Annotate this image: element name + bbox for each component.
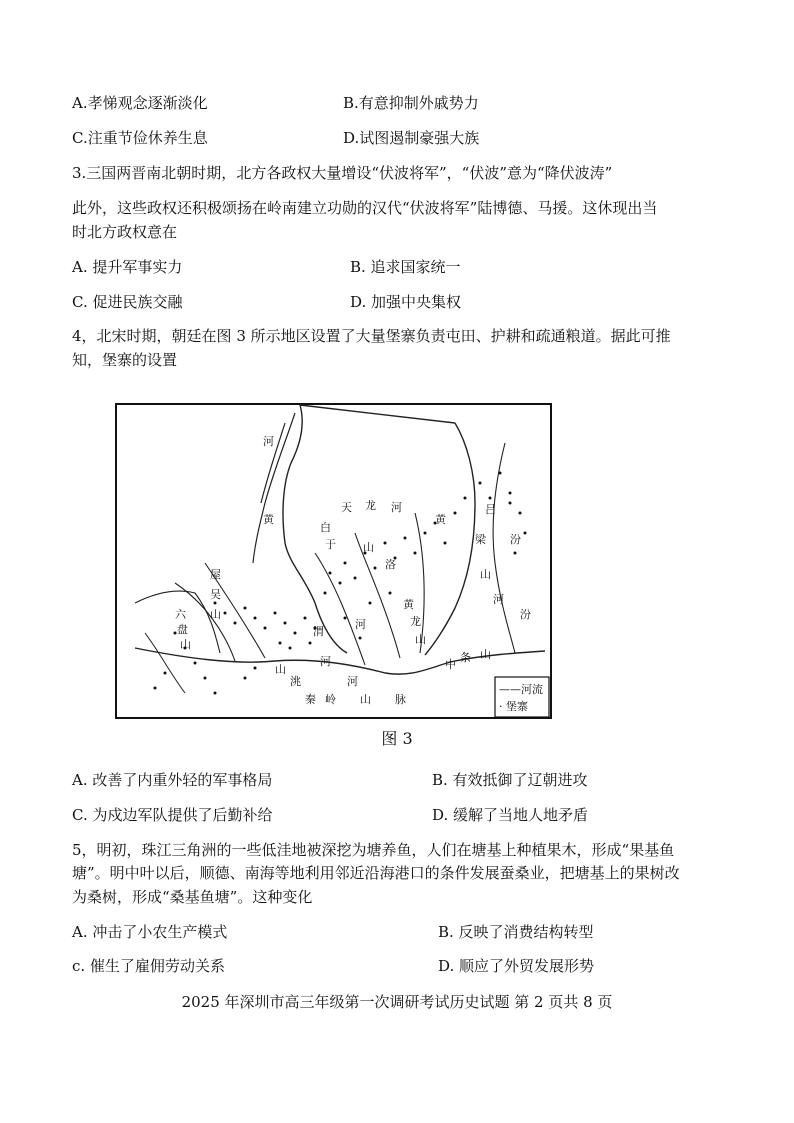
legend-fort: · 堡寨 [499,700,528,713]
q5-option-d: D. 顺应了外贸发展形势 [438,957,595,975]
label-lv: 吕 [485,503,496,516]
label-tianlong: 天 [341,501,352,514]
q5-stem-line1: 5，明初，珠江三角洲的一些低洼地被深挖为塘养鱼，人们在塘基上种植果木，形成“果基鱼 [72,841,675,859]
q5-option-c: c. 催生了雇佣劳动关系 [72,957,225,975]
label-shan2: 山 [210,608,221,621]
label-shan6: 山 [480,648,491,661]
label-tiao: 条 [460,651,471,664]
label-yu: 于 [325,538,336,551]
label-shan8: 山 [275,663,286,676]
label-qin: 秦 [305,693,316,706]
label-mai: 脉 [395,693,406,706]
q3-stem-line2: 此外，这些政权还积极颂扬在岭南建立功勋的汉代“伏波将军”陆博德、马援。这休现出当 [72,199,658,217]
q2-option-c: C.注重节俭休养生息 [72,129,208,147]
label-liu: 六 [175,608,186,621]
q3-option-b: B. 追求国家统一 [350,258,461,276]
label-huang1: 黄 [263,513,274,526]
label-shan7: 山 [360,693,371,706]
q3-stem-line3: 时北方政权意在 [72,223,178,241]
label-liang: 梁 [475,533,486,546]
label-fu: 汾 [520,608,531,621]
q2-option-a: A.孝悌观念逐渐淡化 [72,94,208,112]
label-shan5: 山 [180,638,191,651]
label-ling: 岭 [325,693,336,706]
label-huang3: 黄 [403,598,414,611]
legend-river: ——河流 [499,683,543,696]
label-hu: 吴 [210,588,221,601]
label-huang2: 黄 [435,513,446,526]
label-he1: 河 [263,435,274,448]
map-caption: 图 3 [381,729,413,748]
map-frame [116,404,551,718]
label-pan: 盘 [177,623,188,636]
label-shan1: 山 [363,541,374,554]
label-zhong: 中 [445,658,456,671]
label-luo: 洛 [385,558,396,571]
q2-option-d: D.试图遏制豪强大族 [343,129,480,147]
label-long: 龙 [365,499,376,512]
q5-stem-line2: 塘”。明中叶以后，顺德、南海等地利用邻近沿海港口的条件发展蚕桑业，把塘基上的果树改 [72,864,680,882]
q5-option-a: A. 冲击了小农生产模式 [72,923,228,941]
label-wu: 屋 [210,568,221,581]
label-he3: 河 [493,593,504,606]
q5-stem-line3: 为桑树，形成“桑基鱼塘”。这种变化 [72,888,313,906]
q4-option-a: A. 改善了内重外轻的军事格局 [72,771,273,789]
label-he5: 河 [320,655,331,668]
q4-stem-line2: 知，堡寨的设置 [72,351,178,369]
q4-option-d: D. 缓解了当地人地矛盾 [432,806,589,824]
q3-option-c: C. 促进民族交融 [72,293,183,311]
label-he2: 河 [391,501,402,514]
label-shan4: 山 [415,633,426,646]
page-footer: 2025 年深圳市高三年级第一次调研考试历史试题 第 2 页共 8 页 [181,993,613,1011]
label-he4: 河 [355,618,366,631]
q5-option-b: B. 反映了消费结构转型 [438,923,594,941]
map-svg [115,403,552,719]
label-fen: 汾 [510,533,521,546]
label-tao: 洮 [290,675,301,688]
label-bai: 白 [320,521,331,534]
label-shan3: 山 [480,568,491,581]
map-figure-3 [115,403,552,719]
q4-stem-line1: 4，北宋时期，朝廷在图 3 所示地区设置了大量堡寨负责屯田、护耕和疏通粮道。据此可推 [72,327,671,345]
q2-option-b: B.有意抑制外戚势力 [343,94,479,112]
q4-option-c: C. 为戍边军队提供了后勤补给 [72,806,273,824]
q3-option-d: D. 加强中央集权 [350,293,462,311]
label-long2: 龙 [410,615,421,628]
q3-stem-line1: 3.三国两晋南北朝时期，北方各政权大量增设“伏波将军”，“伏波”意为“降伏波涛” [72,164,613,182]
q3-option-a: A. 提升军事实力 [72,258,183,276]
label-wei: 渭 [313,625,324,638]
q4-option-b: B. 有效抵御了辽朝进攻 [432,771,588,789]
label-he6: 河 [347,675,358,688]
